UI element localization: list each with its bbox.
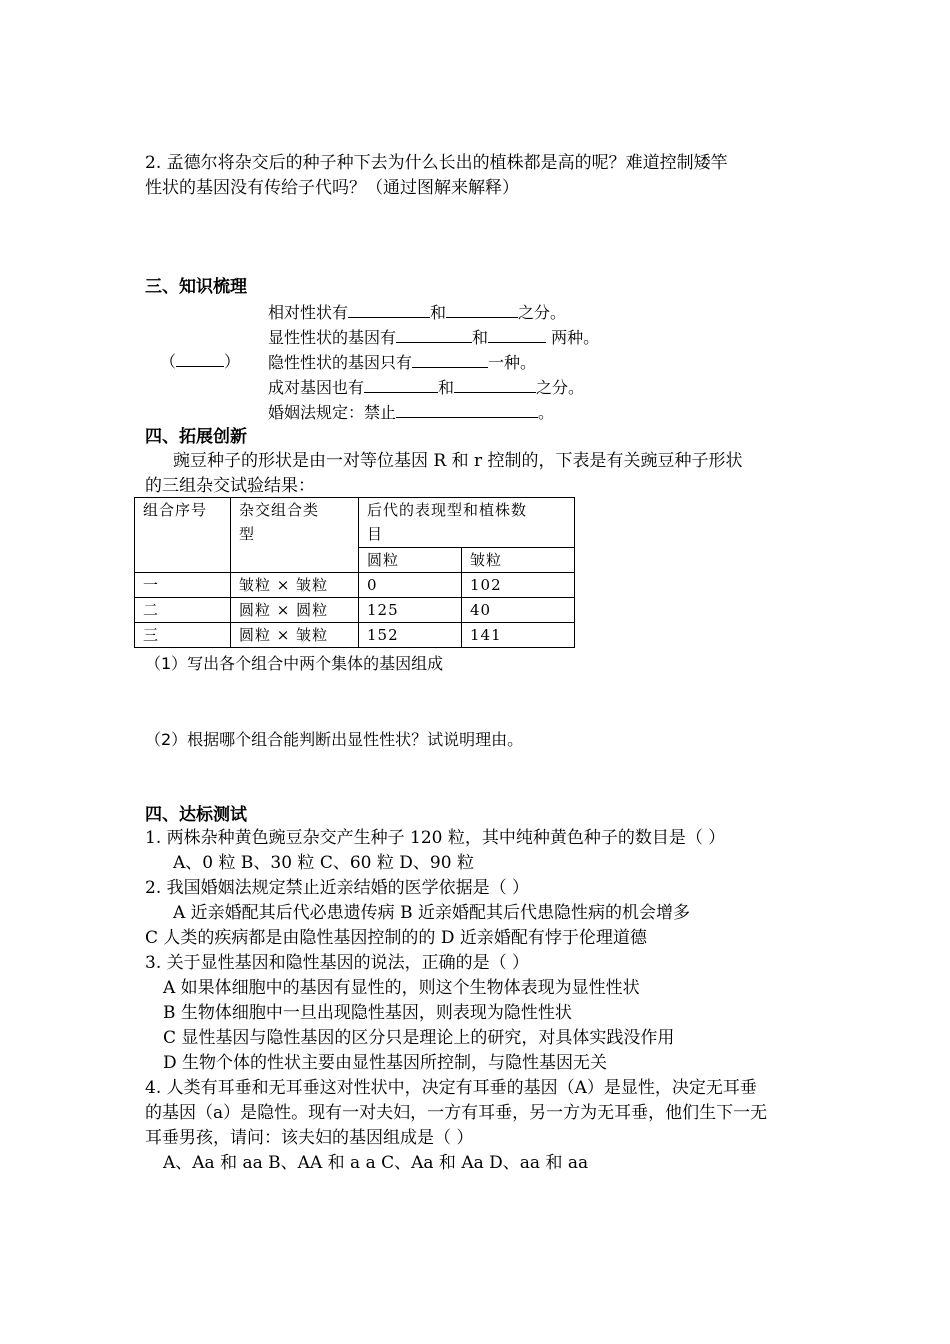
test-q3-option-c: C 显性基因与隐性基因的区分只是理论上的研究，对具体实践没作用	[163, 1028, 675, 1048]
test-q4-line-1: 4. 人类有耳垂和无耳垂这对性状中，决定有耳垂的基因（A）是显性，决定无耳垂	[145, 1078, 757, 1098]
header-result: 后代的表现型和植株数 目	[359, 498, 575, 548]
review-line-3: 隐性性状的基因只有 一种。	[268, 353, 537, 372]
test-q1-options: A、0 粒 B、30 粒 C、60 粒 D、90 粒	[173, 853, 474, 873]
cross-results-table	[134, 497, 575, 648]
table-row: 一 皱粒 × 皱粒 0 102	[135, 573, 575, 598]
q2-line-1: 2. 孟德尔将杂交后的种子种下去为什么长出的植株都是高的呢？难道控制矮竿	[145, 153, 728, 173]
intro-line-2: 的三组杂交试验结果：	[145, 476, 315, 496]
test-q4-options: A、Aa 和 aa B、AA 和 a a C、Aa 和 Aa D、aa 和 aa	[163, 1153, 589, 1173]
header-group: 组合序号	[135, 498, 231, 573]
test-q3-option-a: A 如果体细胞中的基因有显性的，则这个生物体表现为显性性状	[163, 978, 640, 998]
test-q1: 1. 两株杂种黄色豌豆杂交产生种子 120 粒，其中纯种黄色种子的数目是（ ）	[145, 828, 726, 848]
blank	[348, 301, 430, 318]
ext-question-1: （1）写出各个组合中两个集体的基因组成	[145, 654, 444, 673]
header-wrinkled: 皱粒	[462, 548, 575, 573]
section-4-title: 四、拓展创新	[145, 427, 247, 447]
review-line-1: 相对性状有 和 之分。	[268, 303, 567, 322]
test-q3: 3. 关于显性基因和隐性基因的说法，正确的是（ ）	[145, 953, 530, 973]
test-q2: 2. 我国婚姻法规定禁止近亲结婚的医学依据是（ ）	[145, 878, 530, 898]
q2-line-2: 性状的基因没有传给子代吗？（通过图解来解释）	[145, 178, 519, 198]
header-type: 杂交组合类 型	[231, 498, 359, 573]
test-q3-option-d: D 生物个体的性状主要由显性基因所控制，与隐性基因无关	[163, 1053, 608, 1073]
header-round: 圆粒	[359, 548, 462, 573]
blank	[396, 401, 538, 418]
review-line-4: 成对基因也有 和 之分。	[268, 378, 585, 397]
blank	[454, 376, 536, 393]
test-q2-option-line-1: A 近亲婚配其后代必患遗传病 B 近亲婚配其后代患隐性病的机会增多	[173, 903, 690, 923]
bracket-blank: （ ）	[160, 352, 241, 371]
blank	[364, 376, 438, 393]
test-q4-line-3: 耳垂男孩，请问：该夫妇的基因组成是（ ）	[145, 1128, 474, 1148]
test-q4-line-2: 的基因（a）是隐性。现有一对夫妇，一方有耳垂，另一方为无耳垂，他们生下一无	[145, 1103, 768, 1123]
blank	[412, 351, 488, 368]
table-row: 三 圆粒 × 皱粒 152 141	[135, 623, 575, 648]
review-line-2: 显性性状的基因有 和 两种。	[268, 328, 600, 347]
blank	[446, 301, 518, 318]
section-3-title: 三、知识梳理	[145, 277, 247, 297]
test-q3-option-b: B 生物体细胞中一旦出现隐性基因，则表现为隐性性状	[163, 1003, 572, 1023]
intro-line-1: 豌豆种子的形状是由一对等位基因 R 和 r 控制的，下表是有关豌豆种子形状	[173, 451, 743, 471]
blank	[396, 326, 472, 343]
section-5-title: 四、达标测试	[145, 805, 247, 825]
review-line-5: 婚姻法规定：禁止 。	[268, 403, 555, 422]
ext-question-2: （2）根据哪个组合能判断出显性性状？试说明理由。	[145, 730, 524, 749]
table-row: 二 圆粒 × 圆粒 125 40	[135, 598, 575, 623]
blank	[488, 326, 546, 343]
blank	[176, 350, 224, 367]
test-q2-option-line-2: C 人类的疾病都是由隐性基因控制的的 D 近亲婚配有悖于伦理道德	[145, 928, 647, 948]
